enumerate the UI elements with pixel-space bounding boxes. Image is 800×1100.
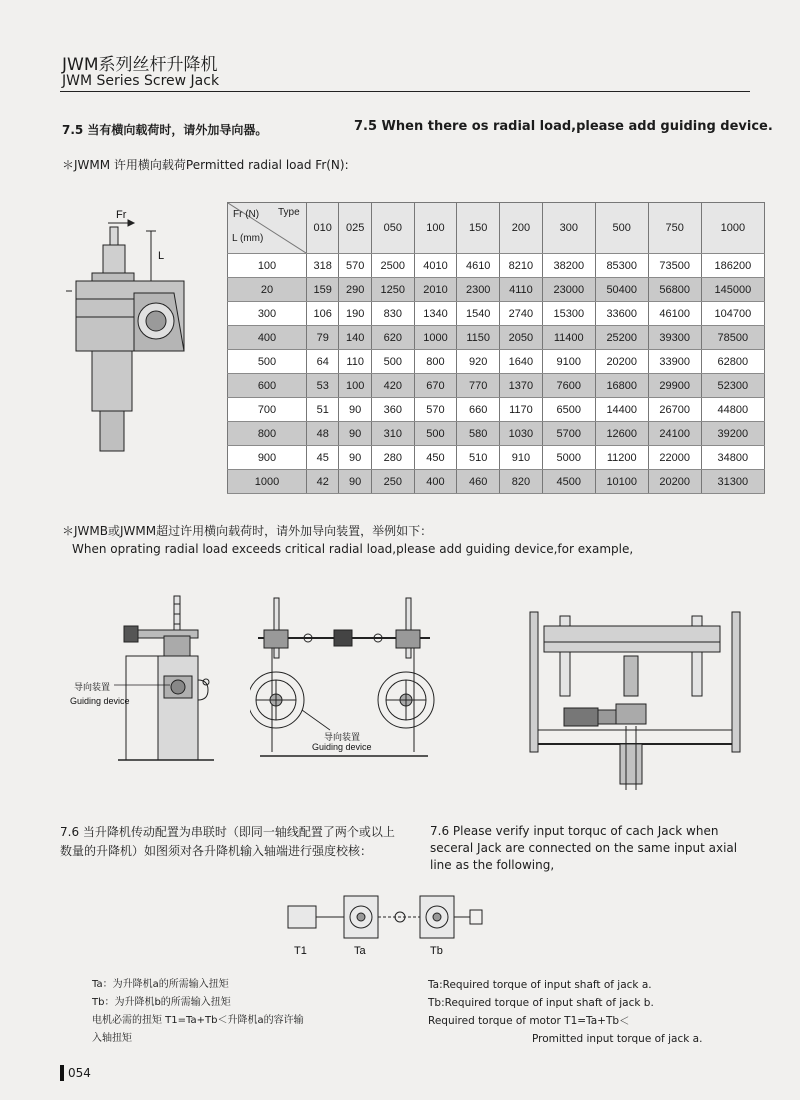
load-value-cell: 100 <box>339 374 371 398</box>
load-value-cell: 460 <box>457 470 500 494</box>
tb-label: Tb <box>430 945 443 957</box>
load-value-cell: 38200 <box>542 254 595 278</box>
load-value-cell: 104700 <box>701 302 764 326</box>
legend-en-line: Required torque of motor T1=Ta+Tb＜ <box>428 1015 630 1027</box>
type-header-cell: 200 <box>500 203 543 254</box>
length-cell: 600 <box>228 374 307 398</box>
load-value-cell: 140 <box>339 326 371 350</box>
load-value-cell: 190 <box>339 302 371 326</box>
section-7-6-text-en: 7.6 Please verify input torquc of cach Jack when seceral Jack are connected on the same input axial line as the following, <box>430 824 738 872</box>
load-value-cell: 10100 <box>595 470 648 494</box>
length-cell: 100 <box>228 254 307 278</box>
load-value-cell: 4110 <box>500 278 543 302</box>
load-value-cell: 5700 <box>542 422 595 446</box>
legend-en-line: Ta:Required torque of input shaft of jack a. <box>428 979 652 991</box>
load-value-cell: 318 <box>307 254 339 278</box>
legend-cn-line: Ta：为升降机a的所需输入扭矩 <box>92 979 229 990</box>
section-7-5-heading-cn: 7.5 当有横向载荷时，请外加导向器。 <box>62 123 268 137</box>
t1-label: T1 <box>294 945 307 957</box>
load-value-cell: 620 <box>371 326 414 350</box>
length-cell: 500 <box>228 350 307 374</box>
load-value-cell: 90 <box>339 470 371 494</box>
load-value-cell: 7600 <box>542 374 595 398</box>
page-number: 054 <box>68 1066 91 1080</box>
load-value-cell: 4010 <box>414 254 457 278</box>
load-value-cell: 2010 <box>414 278 457 302</box>
load-value-cell: 78500 <box>701 326 764 350</box>
load-value-cell: 1150 <box>457 326 500 350</box>
load-value-cell: 2050 <box>500 326 543 350</box>
load-value-cell: 50400 <box>595 278 648 302</box>
length-cell: 400 <box>228 326 307 350</box>
load-value-cell: 52300 <box>701 374 764 398</box>
table-row <box>228 470 765 494</box>
load-value-cell: 44800 <box>701 398 764 422</box>
table-row <box>228 374 765 398</box>
length-cell: 800 <box>228 422 307 446</box>
load-value-cell: 26700 <box>648 398 701 422</box>
table-header-row <box>228 203 765 254</box>
type-header-cell: 300 <box>542 203 595 254</box>
load-value-cell: 90 <box>339 422 371 446</box>
load-value-cell: 85300 <box>595 254 648 278</box>
type-header-cell: 010 <box>307 203 339 254</box>
load-value-cell: 920 <box>457 350 500 374</box>
load-value-cell: 11200 <box>595 446 648 470</box>
load-value-cell: 64 <box>307 350 339 374</box>
corner-type: Type <box>278 207 300 218</box>
load-value-cell: 106 <box>307 302 339 326</box>
corner-l: L (mm) <box>232 233 264 244</box>
load-value-cell: 42 <box>307 470 339 494</box>
table-row <box>228 398 765 422</box>
load-value-cell: 570 <box>414 398 457 422</box>
load-value-cell: 145000 <box>701 278 764 302</box>
load-value-cell: 570 <box>339 254 371 278</box>
type-header-cell: 500 <box>595 203 648 254</box>
table-corner-cell <box>228 203 307 254</box>
load-value-cell: 39200 <box>701 422 764 446</box>
load-value-cell: 9100 <box>542 350 595 374</box>
load-value-cell: 450 <box>414 446 457 470</box>
load-value-cell: 510 <box>457 446 500 470</box>
load-value-cell: 12600 <box>595 422 648 446</box>
load-value-cell: 53 <box>307 374 339 398</box>
torque-legend-en <box>428 976 702 1048</box>
section-7-6-text-cn: 7.6 当升降机传动配置为串联时（即同一轴线配置了两个或以上数量的升降机）如图须对各升降机输入轴端进行强度校核： <box>60 825 395 858</box>
load-value-cell: 11400 <box>542 326 595 350</box>
load-value-cell: 45 <box>307 446 339 470</box>
load-value-cell: 670 <box>414 374 457 398</box>
guiding-device-mid-en: Guiding device <box>312 742 372 752</box>
load-value-cell: 1640 <box>500 350 543 374</box>
load-value-cell: 360 <box>371 398 414 422</box>
load-value-cell: 25200 <box>595 326 648 350</box>
load-value-cell: 8210 <box>500 254 543 278</box>
header-rule <box>60 91 750 92</box>
load-value-cell: 48 <box>307 422 339 446</box>
load-value-cell: 6500 <box>542 398 595 422</box>
guiding-device-example-left <box>66 590 246 770</box>
table-row <box>228 350 765 374</box>
load-value-cell: 500 <box>371 350 414 374</box>
table-row <box>228 302 765 326</box>
type-header-cell: 1000 <box>701 203 764 254</box>
guiding-device-mid-cn: 导向装置 <box>324 733 361 743</box>
load-value-cell: 22000 <box>648 446 701 470</box>
length-cell: 1000 <box>228 470 307 494</box>
radial-load-intro: ＊JWMM 许用横向载荷Permitted radial load Fr(N): <box>62 158 349 172</box>
load-value-cell: 1000 <box>414 326 457 350</box>
load-value-cell: 46100 <box>648 302 701 326</box>
load-value-cell: 280 <box>371 446 414 470</box>
ta-label: Ta <box>354 945 366 957</box>
corner-fr: Fr (N) <box>233 209 260 220</box>
legend-en-line: Tb:Required torque of input shaft of jack b. <box>428 997 654 1009</box>
load-value-cell: 110 <box>339 350 371 374</box>
guiding-device-left-en: Guiding device <box>70 696 130 706</box>
load-value-cell: 24100 <box>648 422 701 446</box>
load-value-cell: 90 <box>339 446 371 470</box>
load-value-cell: 186200 <box>701 254 764 278</box>
page-number-bar <box>60 1065 64 1081</box>
load-value-cell: 420 <box>371 374 414 398</box>
load-value-cell: 1540 <box>457 302 500 326</box>
load-value-cell: 73500 <box>648 254 701 278</box>
guiding-note-en: When oprating radial load exceeds critical radial load,please add guiding device,for example, <box>72 542 634 556</box>
load-value-cell: 15300 <box>542 302 595 326</box>
length-cell: 700 <box>228 398 307 422</box>
load-value-cell: 4610 <box>457 254 500 278</box>
load-value-cell: 1030 <box>500 422 543 446</box>
guiding-device-example-frame <box>520 608 750 790</box>
load-value-cell: 4500 <box>542 470 595 494</box>
section-7-5-heading-en: 7.5 When there os radial load,please add guiding device. <box>354 119 773 134</box>
table-row <box>228 446 765 470</box>
load-value-cell: 29900 <box>648 374 701 398</box>
load-value-cell: 2740 <box>500 302 543 326</box>
load-value-cell: 34800 <box>701 446 764 470</box>
load-value-cell: 20200 <box>595 350 648 374</box>
load-value-cell: 580 <box>457 422 500 446</box>
type-header-cell: 100 <box>414 203 457 254</box>
load-value-cell: 159 <box>307 278 339 302</box>
load-value-cell: 56800 <box>648 278 701 302</box>
load-value-cell: 62800 <box>701 350 764 374</box>
load-value-cell: 660 <box>457 398 500 422</box>
table-row <box>228 278 765 302</box>
length-cell: 900 <box>228 446 307 470</box>
table-row <box>228 326 765 350</box>
load-value-cell: 33600 <box>595 302 648 326</box>
load-value-cell: 820 <box>500 470 543 494</box>
load-value-cell: 90 <box>339 398 371 422</box>
load-value-cell: 290 <box>339 278 371 302</box>
load-value-cell: 770 <box>457 374 500 398</box>
load-value-cell: 800 <box>414 350 457 374</box>
load-value-cell: 39300 <box>648 326 701 350</box>
load-value-cell: 14400 <box>595 398 648 422</box>
guiding-note-cn: ＊JWMB或JWMM超过许用横向载荷时，请外加导向装置，举例如下： <box>62 524 433 538</box>
load-value-cell: 2300 <box>457 278 500 302</box>
load-value-cell: 310 <box>371 422 414 446</box>
legend-cn-line: 电机必需的扭矩 T1=Ta+Tb＜升降机a的容许输 <box>92 1015 304 1026</box>
radial-load-table <box>227 202 765 494</box>
type-header-cell: 025 <box>339 203 371 254</box>
load-value-cell: 1370 <box>500 374 543 398</box>
type-header-cell: 750 <box>648 203 701 254</box>
load-value-cell: 2500 <box>371 254 414 278</box>
load-value-cell: 51 <box>307 398 339 422</box>
load-value-cell: 31300 <box>701 470 764 494</box>
load-value-cell: 33900 <box>648 350 701 374</box>
load-value-cell: 830 <box>371 302 414 326</box>
length-cell: 300 <box>228 302 307 326</box>
load-value-cell: 1170 <box>500 398 543 422</box>
header-title-cn: JWM系列丝杆升降机 <box>62 55 218 75</box>
load-value-cell: 1340 <box>414 302 457 326</box>
guiding-device-left-cn: 导向装置 <box>74 683 111 693</box>
header-title-en: JWM Series Screw Jack <box>62 73 220 89</box>
length-cell: 20 <box>228 278 307 302</box>
torque-legend-cn <box>92 976 304 1048</box>
load-value-cell: 250 <box>371 470 414 494</box>
load-value-cell: 16800 <box>595 374 648 398</box>
load-value-cell: 5000 <box>542 446 595 470</box>
l-label: L <box>158 250 165 262</box>
load-value-cell: 500 <box>414 422 457 446</box>
jack-radial-load-figure <box>66 205 226 465</box>
load-value-cell: 79 <box>307 326 339 350</box>
legend-cn-line: Tb：为升降机b的所需输入扭矩 <box>92 997 231 1008</box>
load-value-cell: 20200 <box>648 470 701 494</box>
table-row <box>228 422 765 446</box>
fr-label: Fr <box>116 209 127 221</box>
load-value-cell: 23000 <box>542 278 595 302</box>
legend-cn-line: 入轴扭矩 <box>92 1033 132 1044</box>
guiding-device-example-middle <box>250 592 440 767</box>
type-header-cell: 150 <box>457 203 500 254</box>
serial-jack-torque-diagram <box>280 892 500 962</box>
load-value-cell: 400 <box>414 470 457 494</box>
load-value-cell: 910 <box>500 446 543 470</box>
legend-en-line: Promitted input torque of jack a. <box>532 1033 703 1045</box>
load-value-cell: 1250 <box>371 278 414 302</box>
type-header-cell: 050 <box>371 203 414 254</box>
table-row <box>228 254 765 278</box>
